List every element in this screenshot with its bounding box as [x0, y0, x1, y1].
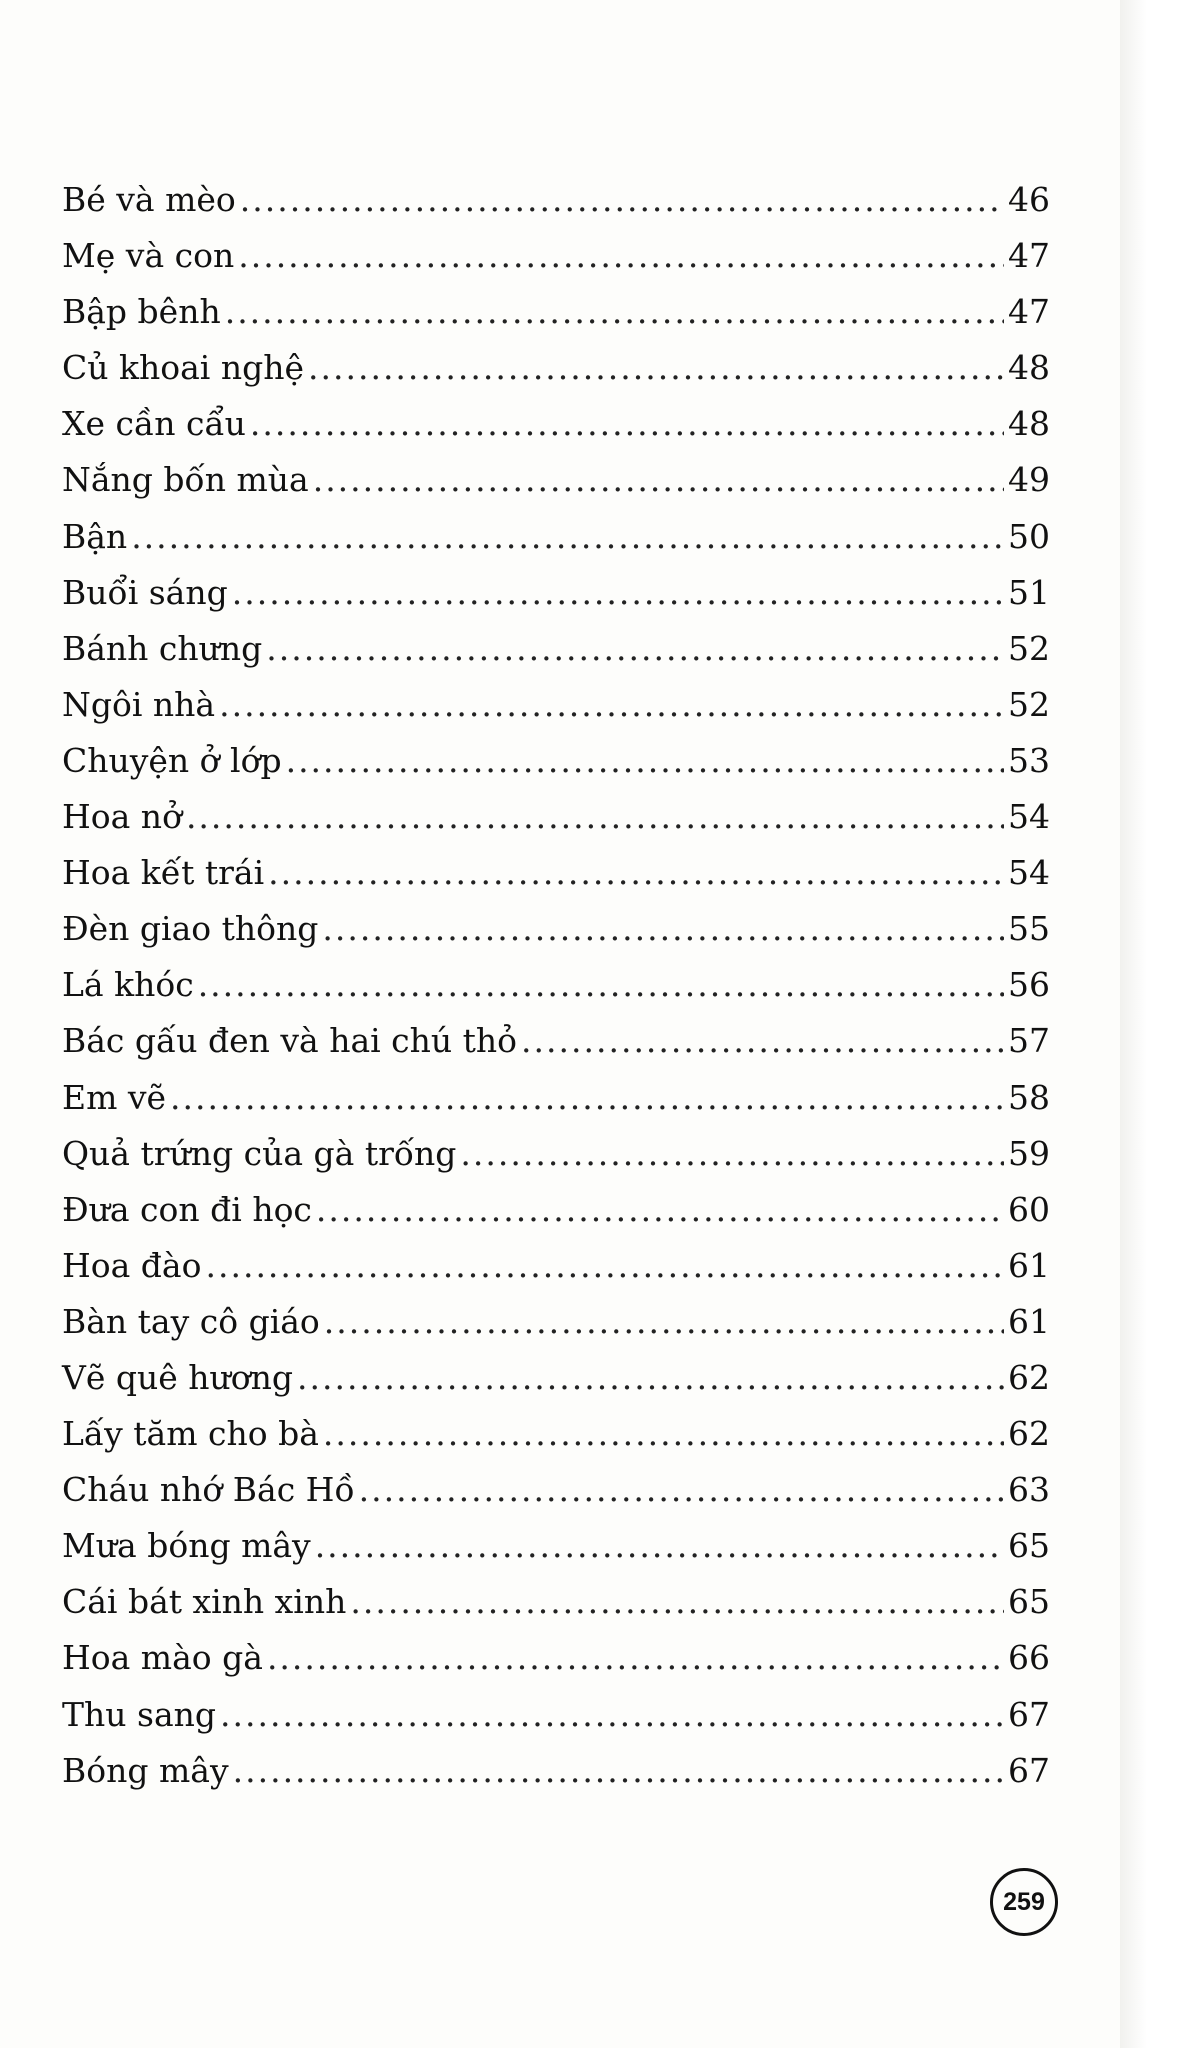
toc-entry-page-number: 46: [1008, 180, 1050, 219]
dot-leader: [350, 1582, 1004, 1621]
toc-entry: [62, 292, 1050, 348]
toc-entry-page-number: 63: [1008, 1470, 1050, 1510]
toc-entry: [62, 909, 1050, 965]
toc-entry: [62, 1134, 1050, 1190]
toc-entry-page-number: 57: [1008, 1021, 1050, 1061]
toc-entry: [62, 180, 1050, 236]
dot-leader: [131, 517, 1004, 556]
toc-entry-title: Đưa con đi học: [62, 1189, 312, 1229]
toc-entry-page-number: 50: [1008, 516, 1050, 556]
dot-leader: [219, 685, 1004, 724]
toc-entry-title: Chuyện ở lớp: [62, 740, 282, 780]
toc-entry-title: Hoa nở: [62, 797, 182, 837]
page-number-badge: 259: [990, 1868, 1058, 1936]
toc-entry-page-number: 62: [1008, 1414, 1050, 1454]
page-edge: [1120, 0, 1188, 2048]
toc-entry-page-number: 65: [1008, 1526, 1050, 1566]
toc-entry-page-number: 55: [1008, 909, 1050, 949]
toc-entry-page-number: 52: [1008, 684, 1050, 724]
toc-entry-title: Xe cần cẩu: [62, 404, 246, 444]
toc-entry-page-number: 54: [1008, 797, 1050, 837]
dot-leader: [233, 1751, 1004, 1790]
dot-leader: [286, 741, 1004, 780]
toc-entry-page-number: 49: [1008, 460, 1050, 500]
toc-entry-title: Cái bát xinh xinh: [62, 1582, 347, 1622]
toc-entry: [62, 1526, 1050, 1582]
toc-entry: [62, 853, 1050, 909]
dot-leader: [315, 1526, 1004, 1565]
toc-entry: [62, 236, 1050, 292]
toc-entry: [62, 1582, 1050, 1638]
dot-leader: [521, 1021, 1004, 1060]
toc-entry-page-number: 51: [1008, 572, 1050, 612]
toc-entry: [62, 1358, 1050, 1414]
toc-entry-title: Hoa đào: [62, 1245, 202, 1285]
dot-leader: [220, 1695, 1004, 1734]
toc-entry: [62, 1751, 1050, 1807]
toc-entry-title: Lá khóc: [62, 965, 194, 1005]
toc-entry-page-number: 67: [1008, 1750, 1050, 1790]
toc-entry: [62, 460, 1050, 516]
toc-entry: [62, 629, 1050, 685]
dot-leader: [267, 1638, 1004, 1677]
dot-leader: [186, 797, 1004, 836]
toc-entry-page-number: 53: [1008, 740, 1050, 780]
toc-entry: [62, 348, 1050, 404]
toc-entry-page-number: 47: [1008, 292, 1050, 332]
dot-leader: [205, 1246, 1004, 1285]
toc-entry: [62, 1414, 1050, 1470]
toc-entry-page-number: 60: [1008, 1189, 1050, 1229]
toc-entry-title: Mẹ và con: [62, 236, 235, 276]
toc-entry: [62, 1695, 1050, 1751]
dot-leader: [359, 1470, 1004, 1509]
toc-entry: [62, 1078, 1050, 1134]
dot-leader: [232, 573, 1004, 612]
dot-leader: [238, 236, 1004, 275]
dot-leader: [170, 1078, 1004, 1117]
toc-entry-page-number: 65: [1008, 1582, 1050, 1622]
toc-entry: [62, 1190, 1050, 1246]
dot-leader: [297, 1358, 1004, 1397]
toc-entry-title: Củ khoai nghệ: [62, 348, 304, 388]
toc-entry: [62, 573, 1050, 629]
toc-entry-title: Hoa kết trái: [62, 853, 265, 893]
toc-entry-title: Bác gấu đen và hai chú thỏ: [62, 1021, 518, 1061]
dot-leader: [266, 629, 1004, 668]
toc-entry: [62, 1021, 1050, 1077]
toc-entry-page-number: 48: [1008, 348, 1050, 388]
toc-entry-title: Ngôi nhà: [62, 684, 216, 724]
toc-entry-title: Em vẽ: [62, 1077, 167, 1117]
toc-entry-title: Bé và mèo: [62, 180, 236, 219]
dot-leader: [322, 909, 1004, 948]
toc-entry-page-number: 52: [1008, 628, 1050, 668]
toc-entry-title: Đèn giao thông: [62, 909, 319, 949]
toc-entry-page-number: 62: [1008, 1357, 1050, 1397]
toc-entry-title: Nắng bốn mùa: [62, 460, 309, 500]
toc-entry-page-number: 59: [1008, 1133, 1050, 1173]
dot-leader: [268, 853, 1004, 892]
dot-leader: [240, 180, 1004, 219]
toc-entry-title: Vẽ quê hương: [62, 1357, 293, 1397]
dot-leader: [198, 965, 1004, 1004]
toc-entry: [62, 741, 1050, 797]
toc-entry-title: Bận: [62, 516, 128, 556]
dot-leader: [225, 292, 1004, 331]
toc-entry: [62, 1302, 1050, 1358]
toc-entry-title: Bánh chưng: [62, 628, 263, 668]
dot-leader: [460, 1134, 1004, 1173]
toc-entry-title: Quả trứng của gà trống: [62, 1133, 457, 1173]
toc-entry: [62, 404, 1050, 460]
toc-entry-page-number: 66: [1008, 1638, 1050, 1678]
toc-entry: [62, 517, 1050, 573]
dot-leader: [308, 348, 1004, 387]
toc-entry-title: Lấy tăm cho bà: [62, 1414, 319, 1454]
toc-entry: [62, 1638, 1050, 1694]
toc-entry: [62, 797, 1050, 853]
toc-entry-title: Hoa mào gà: [62, 1638, 263, 1678]
toc-entry-title: Bàn tay cô giáo: [62, 1301, 320, 1341]
dot-leader: [316, 1190, 1004, 1229]
toc-entry-title: Bập bênh: [62, 292, 221, 332]
toc-entry-page-number: 48: [1008, 404, 1050, 444]
toc-entry-page-number: 47: [1008, 236, 1050, 276]
toc-entry: [62, 1470, 1050, 1526]
dot-leader: [324, 1302, 1004, 1341]
toc-entry-title: Bóng mây: [62, 1750, 229, 1790]
toc-entry-title: Mưa bóng mây: [62, 1526, 311, 1566]
toc-entry-page-number: 54: [1008, 853, 1050, 893]
toc-entry-page-number: 67: [1008, 1694, 1050, 1734]
table-of-contents: [62, 180, 1050, 1807]
toc-entry-title: Thu sang: [62, 1694, 216, 1734]
toc-entry-page-number: 61: [1008, 1245, 1050, 1285]
toc-entry-title: Buổi sáng: [62, 572, 228, 612]
dot-leader: [323, 1414, 1004, 1453]
dot-leader: [250, 404, 1004, 443]
toc-entry-page-number: 58: [1008, 1077, 1050, 1117]
toc-entry: [62, 1246, 1050, 1302]
toc-entry-page-number: 61: [1008, 1301, 1050, 1341]
dot-leader: [313, 460, 1004, 499]
toc-entry-page-number: 56: [1008, 965, 1050, 1005]
toc-entry-title: Cháu nhớ Bác Hồ: [62, 1470, 355, 1510]
toc-entry: [62, 685, 1050, 741]
toc-entry: [62, 965, 1050, 1021]
